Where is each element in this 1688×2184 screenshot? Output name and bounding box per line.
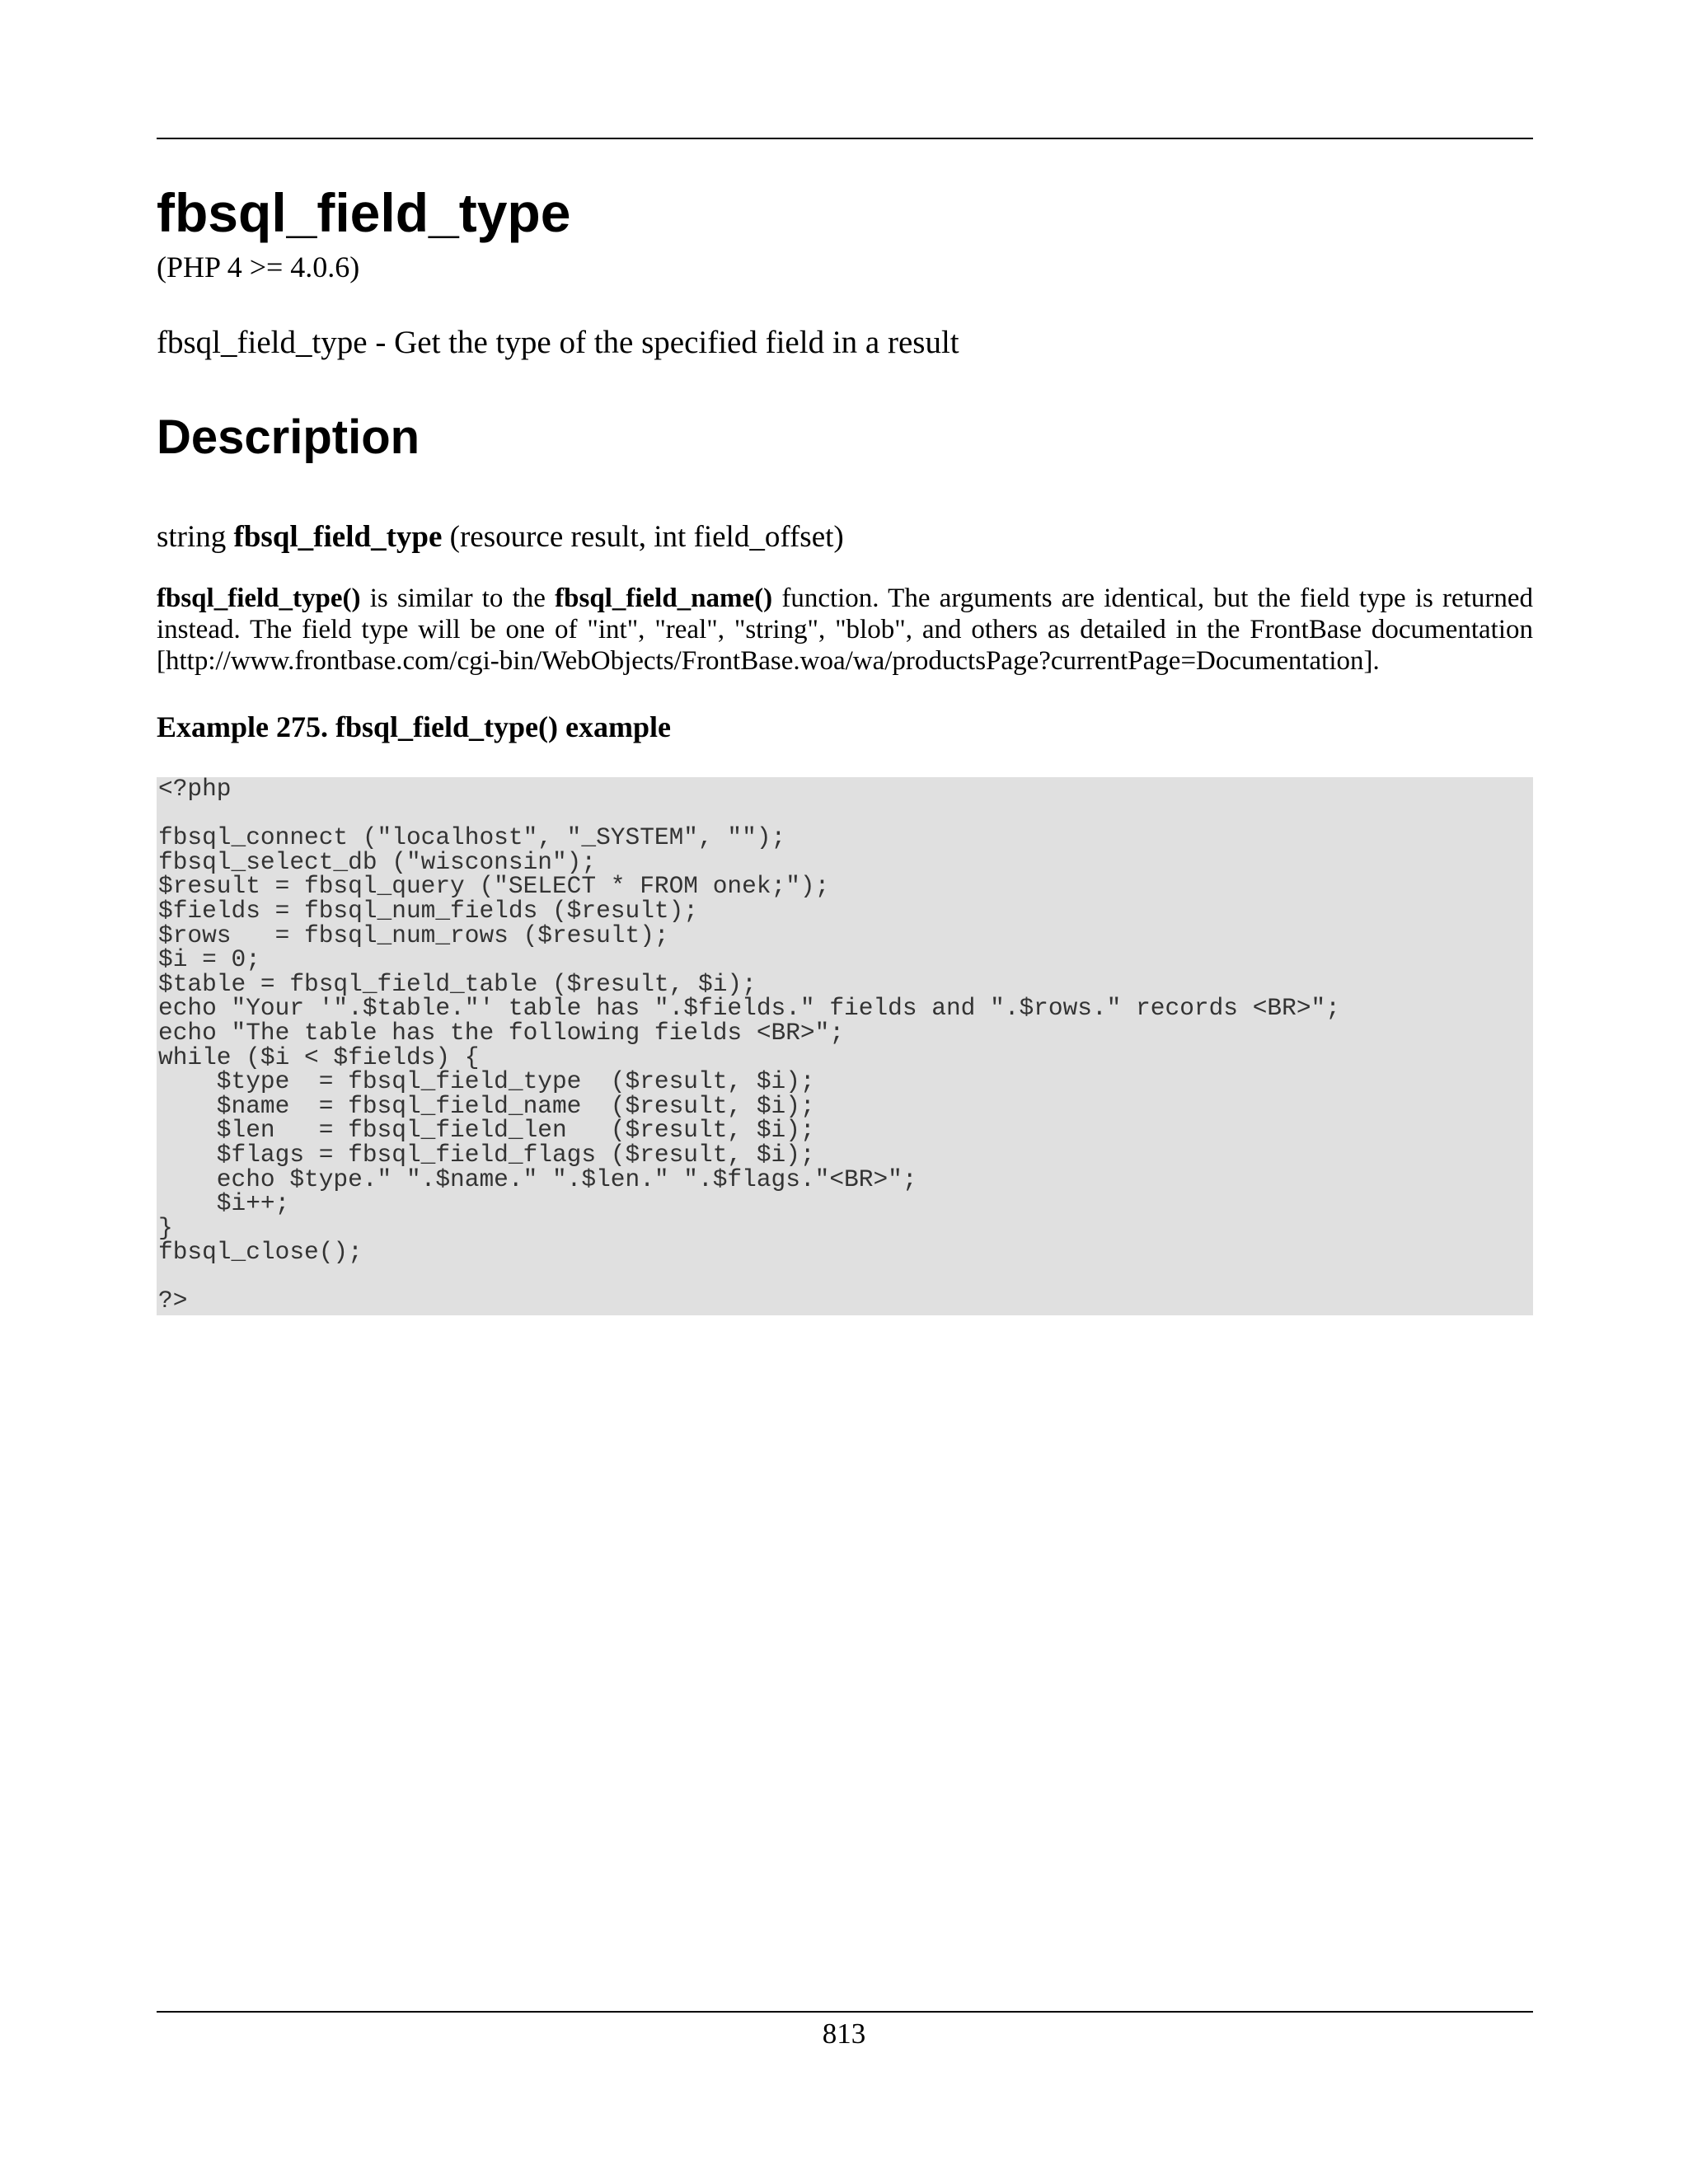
description-paragraph [157, 583, 1533, 677]
para-text-2: function. The arguments are identical, but the field type is returned instead. The field type will be one of "int", "real", "string", "blob", and others as detailed in the FrontBase documentation [http://www.frontbase.com/cgi-bin/WebObjects/FrontBase.woa/wa/productsPage?currentPage=Documentation]. [157, 583, 1533, 676]
function-synopsis [157, 519, 1533, 555]
func-ref-name: fbsql_field_name() [555, 583, 773, 613]
page-title: fbsql_field_type [157, 182, 571, 243]
bottom-rule [157, 2011, 1533, 2013]
version-info: (PHP 4 >= 4.0.6) [157, 251, 360, 284]
return-type: string [157, 520, 227, 554]
top-rule [157, 138, 1533, 139]
example-title: Example 275. fbsql_field_type() example [157, 710, 671, 743]
para-text-1: is similar to the [360, 583, 556, 613]
function-params: (resource result, int field_offset) [449, 520, 844, 554]
code-example: <?php fbsql_connect ("localhost", "_SYSTEM", ""); fbsql_select_db ("wisconsin"); $result = fbsql_query ("SELECT * FROM onek;"); $fields = fbsql_num_fields ($result); $rows = fbsql_num_rows ($result); $i = 0; $table = fbsql_field_table ($result, $i); echo "Your '".$table."' table has ".$fields." fields and ".$rows." records <BR>"; echo "The table has the following fields <BR>"; while ($i < $fields) { $type = fbsql_field_type ($result, $i); $name = fbsql_field_name ($result, $i); $len = fbsql_field_len ($result, $i); $flags = fbsql_field_flags ($result, $i); echo $type." ".$name." ".$len." ".$flags."<BR>"; $i++; } fbsql_close(); ?> [157, 777, 1533, 1315]
func-ref-type: fbsql_field_type() [157, 583, 361, 613]
page-content [157, 182, 1533, 1315]
ref-purpose: fbsql_field_type - Get the type of the specified field in a result [157, 325, 959, 360]
function-name: fbsql_field_type [233, 520, 443, 554]
description-heading: Description [157, 410, 420, 464]
page-number: 813 [822, 2018, 866, 2050]
